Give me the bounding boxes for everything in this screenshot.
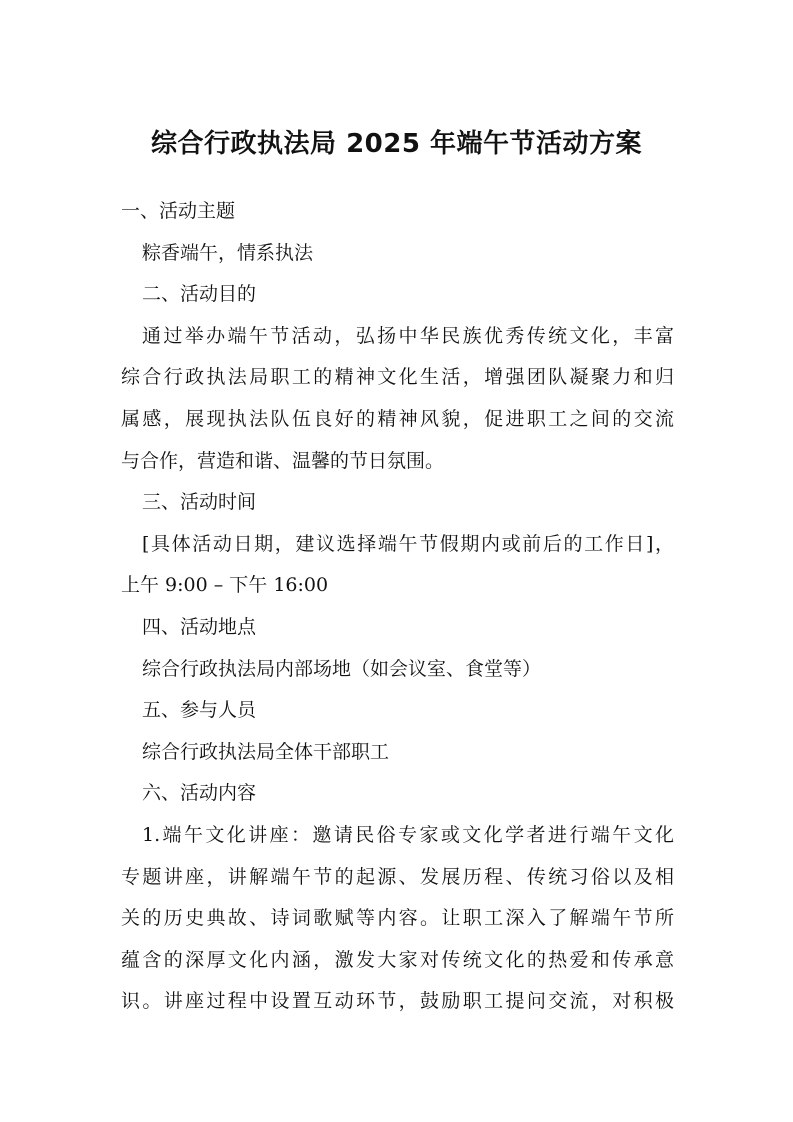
heading-participants: 五、参与人员 — [142, 699, 257, 722]
paragraph-line: [具体活动日期，建议选择端午节假期内或前后的工作日]， — [142, 532, 674, 555]
paragraph-line: 蕴含的深厚文化内涵，激发大家对传统文化的热爱和传承意 — [121, 948, 674, 971]
paragraph-line: 专题讲座，讲解端午节的起源、发展历程、传统习俗以及相 — [121, 865, 674, 888]
paragraph-line: 综合行政执法局内部场地（如会议室、食堂等） — [142, 657, 542, 680]
heading-content: 六、活动内容 — [142, 782, 257, 805]
heading-purpose: 二、活动目的 — [142, 283, 257, 306]
paragraph-line: 通过举办端午节活动，弘扬中华民族优秀传统文化，丰富 — [142, 324, 674, 347]
paragraph-line: 粽香端午，情系执法 — [142, 241, 314, 264]
paragraph-line: 关的历史典故、诗词歌赋等内容。让职工深入了解端午节所 — [121, 907, 674, 930]
paragraph-line: 1.端午文化讲座：邀请民俗专家或文化学者进行端午文化 — [142, 823, 674, 846]
paragraph-line: 与合作，营造和谐、温馨的节日氛围。 — [121, 449, 445, 472]
document-title: 综合行政执法局 2025 年端午节活动方案 — [151, 129, 642, 159]
heading-location: 四、活动地点 — [142, 615, 257, 638]
paragraph-line: 识。讲座过程中设置互动环节，鼓励职工提问交流，对积极 — [121, 990, 674, 1013]
paragraph-line: 属感，展现执法队伍良好的精神风貌，促进职工之间的交流 — [121, 407, 674, 430]
heading-theme: 一、活动主题 — [121, 200, 236, 222]
paragraph-line: 上午 9:00 – 下午 16:00 — [121, 574, 329, 597]
heading-time: 三、活动时间 — [142, 491, 257, 514]
paragraph-line: 综合行政执法局全体干部职工 — [142, 740, 390, 763]
paragraph-line: 综合行政执法局职工的精神文化生活，增强团队凝聚力和归 — [121, 366, 674, 389]
document-body — [121, 191, 674, 1023]
